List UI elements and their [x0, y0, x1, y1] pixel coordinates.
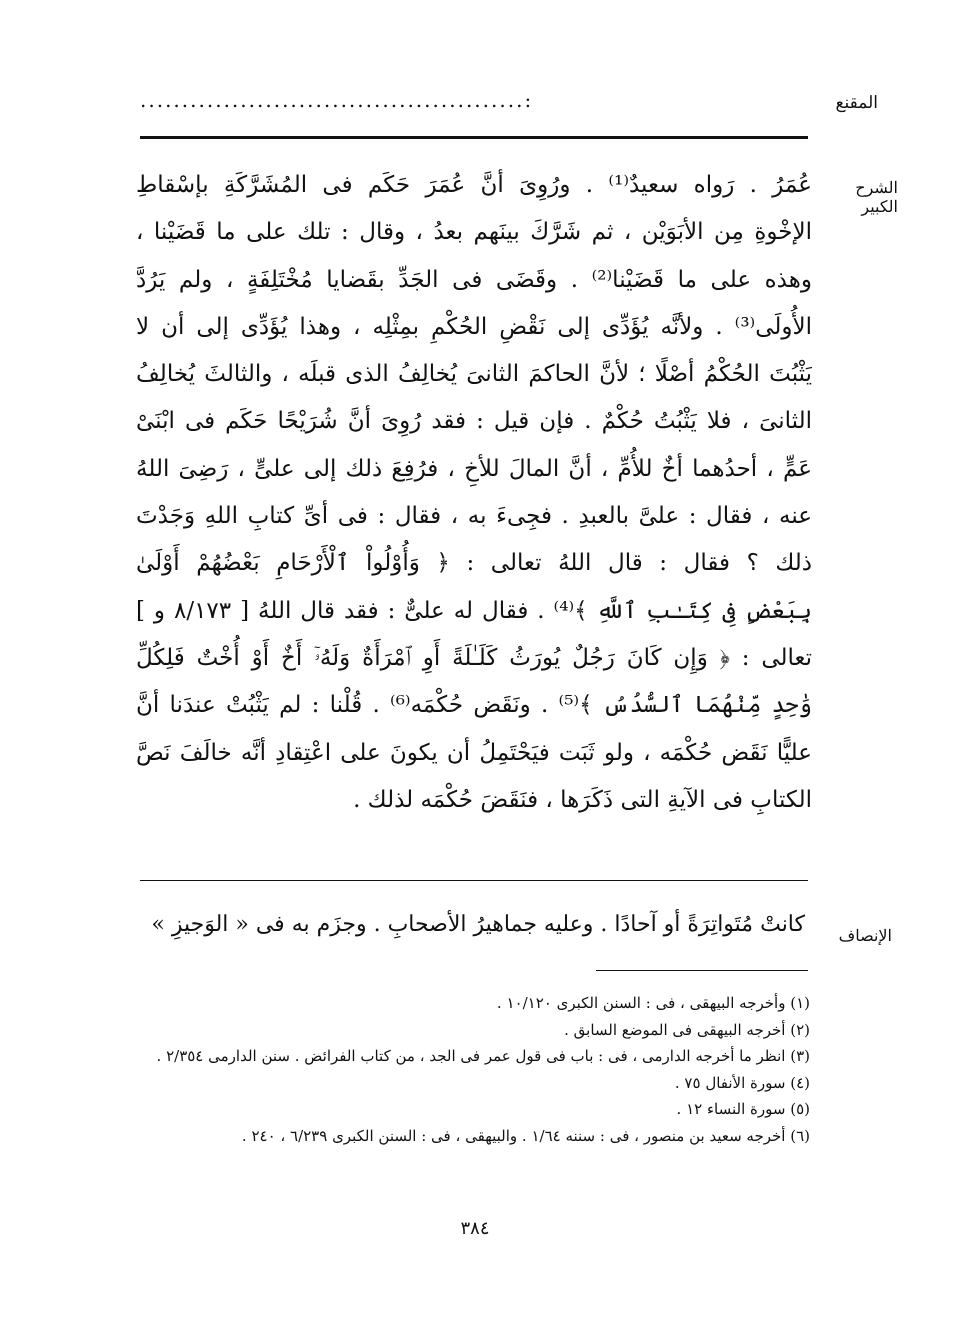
text-line: عليًّا نَقَض حُكْمَه ، ولو ثَبَت فيَحْتَمِلُ أن يكونَ على اعْتِقادِ أنَّه خالَفَ نَصَّ — [136, 739, 812, 766]
text-line: الكتابِ فى الآيةِ التى ذَكَرَها ، فنَقَضَ حُكْمَه لذلك . — [353, 786, 812, 813]
text-line: عَمٍّ ، أحدُهما أخٌ للأُمِّ ، أنَّ المالَ للأخِ ، فرُفِعَ ذلك إلى علىٍّ ، رَضِىَ اللهُ — [136, 455, 812, 482]
text-line: ذلك ؟ فقال : قال اللهُ تعالى : ﴿ وَأُوْلُواْ ٱلْأَرْحَامِ بَعْضُهُمْ أَوْلَىٰ — [136, 550, 812, 577]
text-line: تعالى : ﴿ وَإِن كَانَ رَجُلٌ يُورَثُ كَلَـٰلَةً أَوِ ٱمْرَأَةٌ وَلَهُۥٓ أَخٌ أَوْ أُخْتٌ فَلِكُلِّ — [136, 644, 812, 671]
section-label-sharh-kabir: الشرح الكبير — [855, 178, 898, 216]
text-line: عُمَرُ . رَواه سعيدٌ⁽¹⁾ . ورُوِىَ أنَّ عُمَرَ حَكَم فى المُشَرَّكَةِ بإسْقاطِ — [136, 172, 812, 198]
footnotes — [140, 990, 810, 1149]
text-line: الثانىَ ، فلا يَثْبُتُ حُكْمٌ . فإن قيل : فقد رُوِىَ أنَّ شُرَيْحًا حَكَم فى ابْنَىْ — [136, 408, 812, 435]
text-line: وَٰحِدٍ مِّنْهُمَا ٱلسُّدُسُ ﴾⁽⁵⁾ . ونَقَض حُكْمَه⁽⁶⁾ . قُلْنا : لم يَثْبُتْ عندَنا أنَّ — [136, 692, 812, 719]
insaf-text: كانتْ مُتَواتِرَةً أو آحادًا . وعليه جماهيرُ الأصحابِ . وجزَم به فى « الوَجيزِ » — [151, 912, 805, 937]
book-title: المقنع — [835, 93, 878, 113]
footnote-divider — [596, 970, 808, 971]
footnote: (٦) أخرجه سعيد بن منصور ، فى : سننه ١/٦٤ . والبيهقى ، فى : السنن الكبرى ٦/٢٣٩ ، ٢٤٠ . — [241, 1126, 810, 1145]
footnote: (٤) سورة الأنفال ٧٥ . — [674, 1073, 810, 1092]
text-line: الأُولَى⁽³⁾ . ولأنَّه يُؤَدِّى إلى نَقْضِ الحُكْمِ بمِثْلِه ، وهذا يُؤَدِّى إلى أن لا — [136, 313, 812, 340]
header-dotted-leader: ..............................................: — [140, 88, 534, 112]
header-rule — [140, 136, 808, 139]
page-number: ٣٨٤ — [460, 1218, 490, 1239]
main-body-text — [136, 162, 812, 824]
text-line: وهذه على ما قَضَيْنا⁽²⁾ . وقَضَى فى الجَدِّ بقَضايا مُخْتَلِفَةٍ ، ولم يَرُدَّ — [136, 266, 812, 293]
footnote: (١) وأخرجه البيهقى ، فى : السنن الكبرى ١٠/١٢٠ . — [496, 994, 810, 1012]
footnote: (٣) انظر ما أخرجه الدارمى ، فى : باب فى قول عمر فى الجد ، من كتاب الفرائض . سنن الدارمى ٢/٣٥٤ . — [156, 1047, 810, 1065]
text-line: الإخْوةِ مِن الأبَوَيْن ، ثم شَرَّكَ بينَهم بعدُ ، وقال : تلك على ما قَضَيْنا ، — [136, 219, 812, 246]
text-line: بِبَعْضٍ فِى كِتَـٰبِ ٱللَّهِ ﴾⁽⁴⁾ . فقال له علىٌّ : فقد قال اللهُ [ ٨/١٧٣ و ] — [136, 597, 812, 624]
text-line: عنه ، فقال : علىَّ بالعبدِ . فجِىءَ به ، فقال : فى أىِّ كتابِ اللهِ وَجَدْتَ — [136, 503, 812, 530]
section-divider — [140, 880, 808, 881]
text-line: يَثْبُتَ الحُكْمُ أصْلًا ؛ لأنَّ الحاكمَ الثانىَ يُخالِفُ الذى قبلَه ، والثالثَ يُخالِفُ — [136, 361, 812, 388]
section-label-insaf: الإنصاف — [838, 926, 892, 945]
footnote: (٥) سورة النساء ١٢ . — [676, 1100, 810, 1118]
footnote: (٢) أخرجه البيهقى فى الموضع السابق . — [564, 1020, 810, 1039]
